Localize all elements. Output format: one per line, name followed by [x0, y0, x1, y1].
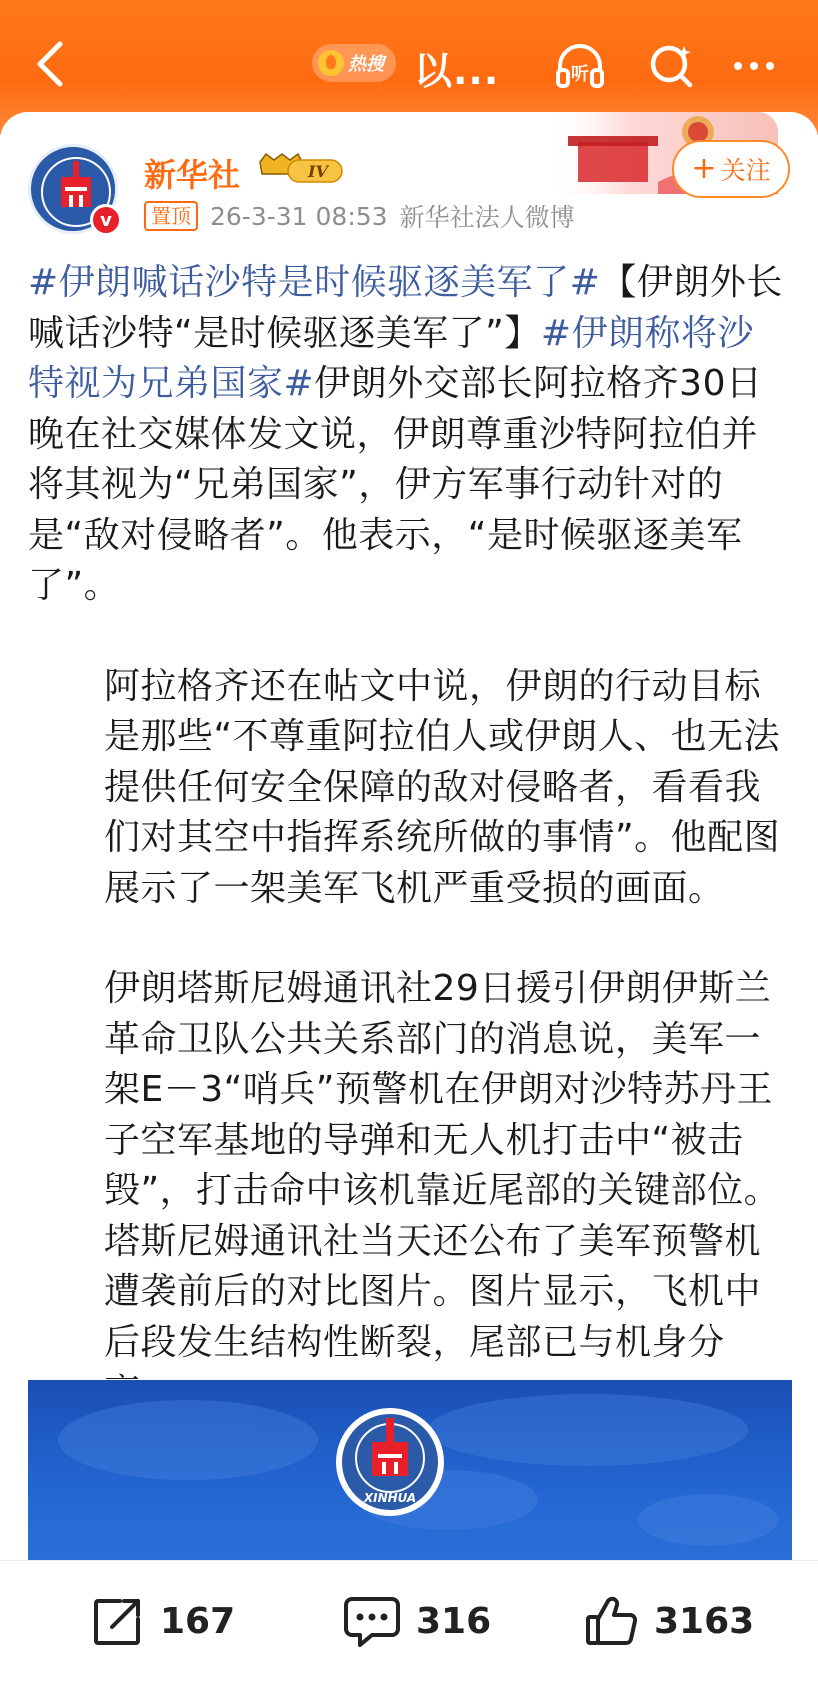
hashtag-link[interactable]: #伊朗喊话沙特是时候驱逐美军了#: [28, 262, 601, 303]
plus-icon: +: [691, 151, 717, 186]
search-icon[interactable]: [644, 38, 700, 94]
paragraph-2: 阿拉格齐还在帖文中说，伊朗的行动目标是那些“不尊重阿拉伯人或伊朗人、也无法提供任何安全保障的敌对侵略者，看看我们对其空中指挥系统所做的事情”。他配图展示了一架美军飞机严重受损的画面。: [104, 665, 781, 909]
flame-icon: [318, 50, 344, 76]
hot-search-pill[interactable]: [312, 44, 396, 82]
thumbs-up-icon: [584, 1593, 640, 1649]
page-title: 以...: [414, 49, 500, 93]
vip-crown-badge-icon[interactable]: [256, 152, 348, 188]
post-body: [28, 258, 788, 1419]
verified-badge-icon: v: [90, 204, 122, 236]
like-button[interactable]: [584, 1593, 754, 1649]
post-card: [0, 112, 818, 1572]
hot-search-label: 热搜: [348, 54, 384, 75]
paragraph-text: 【伊朗外长喊话沙特“是时候驱逐美军了”】: [28, 262, 783, 354]
post-meta: [144, 198, 575, 234]
vip-level-label: IV: [308, 162, 328, 181]
share-button[interactable]: [90, 1593, 235, 1649]
paragraph-text: 伊朗外交部长阿拉格齐30日晚在社交媒体发文说，伊朗尊重沙特阿拉伯并将其视为“兄弟国家”，伊方军事行动针对的是“敌对侵略者”。他表示，“是时候驱逐美军了”。: [28, 363, 763, 606]
follow-label: 关注: [720, 156, 771, 185]
comment-icon: [342, 1593, 402, 1649]
action-bar: [0, 1560, 818, 1702]
xinhua-image-logo: [336, 1408, 444, 1516]
svg-text:听: 听: [571, 64, 589, 85]
like-count: 3163: [654, 1600, 755, 1642]
paragraph-3: 伊朗塔斯尼姆通讯社29日援引伊朗伊斯兰革命卫队公共关系部门的消息说，美军一架E－3“哨兵”预警机在伊朗对沙特苏丹王子空军基地的导弹和无人机打击中“被击毁”，打击命中该机靠近尾部的关键部位。塔斯尼姆通讯社当天还公布了美军预警机遭袭前后的对比图片。图片显示，飞机中后段发生结构性断裂，尾部已与机身分: [104, 968, 781, 1363]
author-name[interactable]: 新华社: [144, 156, 241, 194]
hashtag-link[interactable]: #伊朗称将沙特视为兄弟国家#: [28, 312, 754, 404]
svg-text:XINHUA: XINHUA: [363, 1491, 417, 1505]
follow-button[interactable]: [672, 140, 790, 198]
post-source: 新华社法人微博: [399, 203, 575, 232]
listen-headphones-icon[interactable]: [552, 38, 608, 94]
share-count: 167: [160, 1600, 236, 1642]
post-image[interactable]: [28, 1380, 792, 1560]
xinhua-image: [28, 1380, 792, 1560]
comment-count: 316: [416, 1600, 492, 1642]
pinned-tag: 置顶: [144, 201, 198, 231]
more-options-icon[interactable]: [726, 38, 782, 94]
paragraph-1: [28, 258, 788, 612]
share-icon: [90, 1593, 146, 1649]
back-arrow-icon[interactable]: [26, 36, 76, 92]
post-timestamp: 26-3-31 08:53: [210, 201, 388, 231]
comment-button[interactable]: [342, 1593, 491, 1649]
